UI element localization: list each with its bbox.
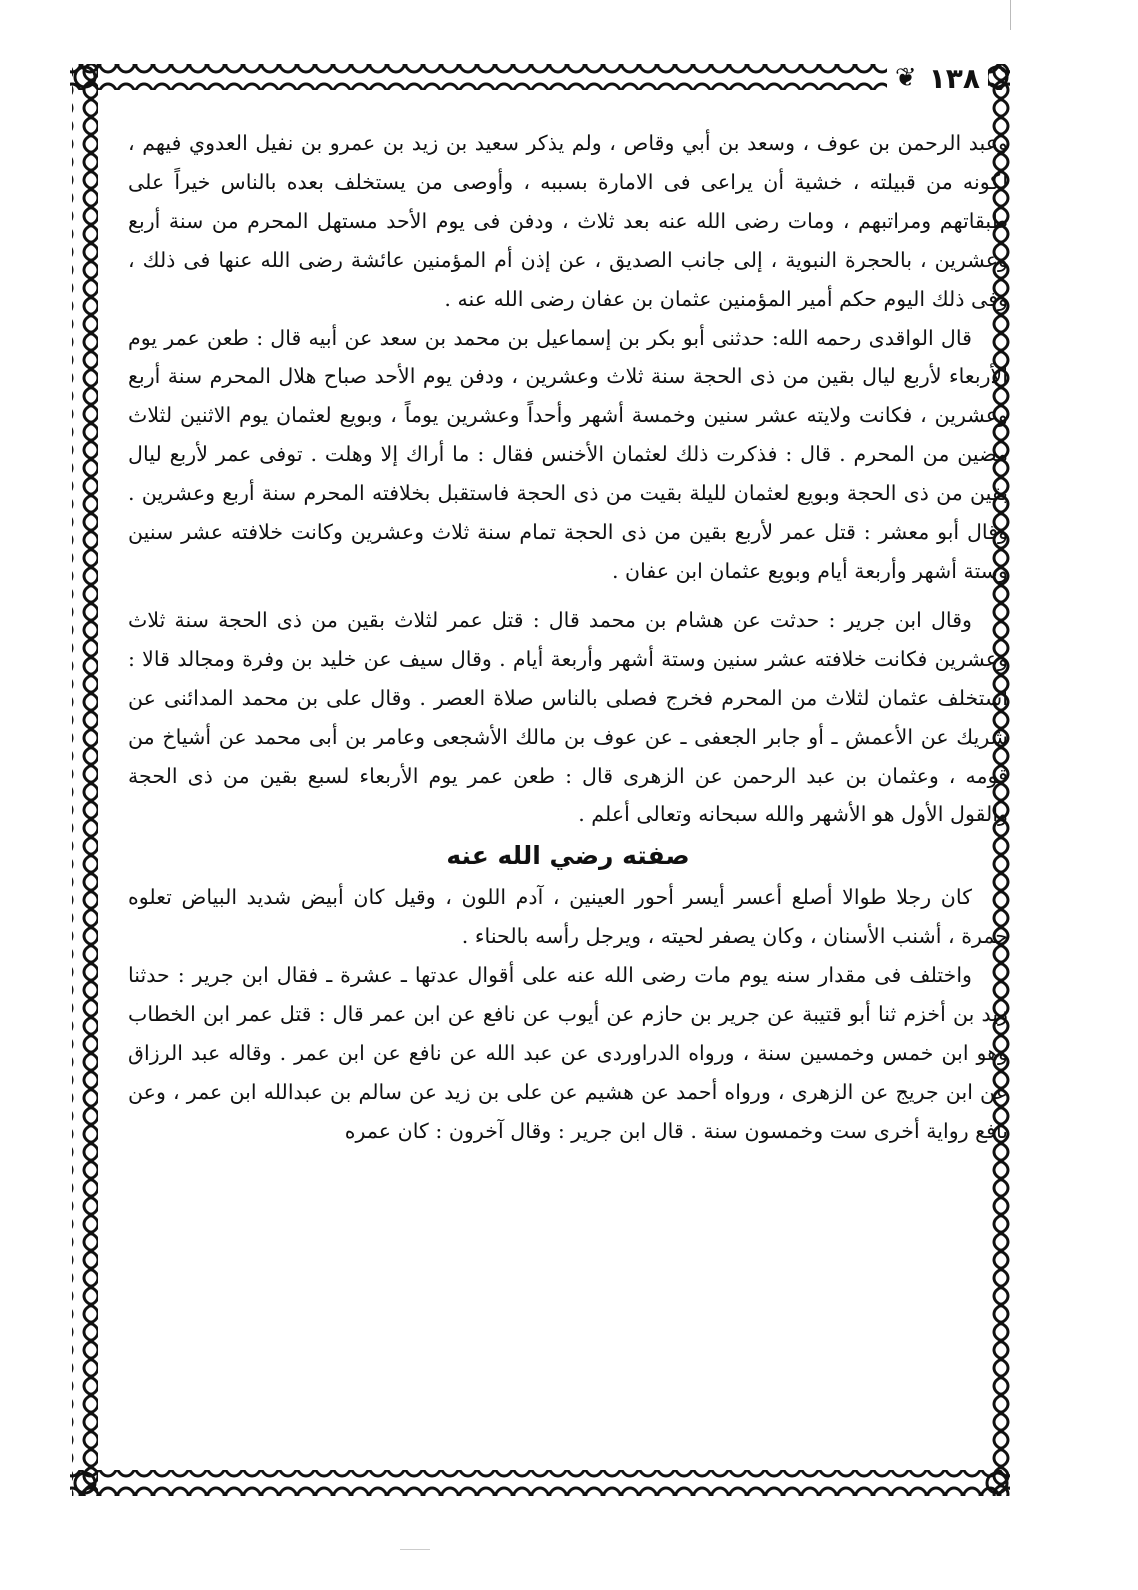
page-header	[887, 58, 988, 98]
paragraph-2: قال الواقدى رحمه الله: حدثنى أبو بكر بن إسماعيل بن محمد بن سعد عن أبيه قال : طعن عمر يوم الأربعاء لأربع ليال بقين من ذى الحجة سنة ثلاث وعشرين ، ودفن يوم الأحد صباح هلال المحرم سنة أربع وعشرين ، فكانت ولايته عشر سنين وخمسة أشهر وأحداً وعشرين يوماً ، وبويع لعثمان يوم الاثنين لثلاث مضين من المحرم . قال : فذكرت ذلك لعثمان الأخنس فقال : ما أراك إلا وهلت . توفى عمر لأربع ليال بقين من ذى الحجة وبويع لعثمان لليلة بقيت من ذى الحجة فاستقبل بخلافته المحرم سنة أربع وعشرين . وقال أبو معشر : قتل عمر لأربع بقين من ذى الحجة تمام سنة ثلاث وعشرين وكانت خلافته عشر سنين وستة أشهر وأربعة أيام وبويع عثمان ابن عفان .	[128, 325, 1008, 583]
section-paragraph-2: واختلف فى مقدار سنه يوم مات رضى الله عنه على أقوال عدتها ـ عشرة ـ فقال ابن جرير : حدثنا زيد بن أخزم ثنا أبو قتيبة عن جرير بن حازم عن أيوب عن نافع عن ابن عمر قال : قتل عمر ابن الخطاب وهو ابن خمس وخمسين سنة ، ورواه الدراوردى عن عبد الله عن نافع عن ابن عمر . وقاله عبد الرزاق عن ابن جريج عن الزهرى ، ورواه أحمد عن هشيم عن على بن زيد عن سالم بن عبدالله ابن عمر ، وعن نافع رواية أخرى ست وخمسون سنة . قال ابن جرير : وقال آخرون : كان عمره	[128, 963, 1008, 1143]
paragraph-1: وعبد الرحمن بن عوف ، وسعد بن أبي وقاص ، ولم يذكر سعيد بن زيد بن عمرو بن نفيل العدوي فيهم ، لكونه من قبيلته ، خشية أن يراعى فى الامارة بسببه ، وأوصى من يستخلف بعده بالناس خيراً على طبقاتهم ومراتبهم ، ومات رضى الله عنه بعد ثلاث ، ودفن فى يوم الأحد مستهل المحرم من سنة أربع وعشرين ، بالحجرة النبوية ، إلى جانب الصديق ، عن إذن أم المؤمنين عائشة رضى الله عنها فى ذلك ، وفى ذلك اليوم حكم أمير المؤمنين عثمان بن عفان رضى الله عنه .	[128, 131, 1008, 311]
scan-foot-mark	[400, 1549, 430, 1550]
section-paragraph-1: كان رجلا طوالا أصلع أعسر أيسر أحور العينين ، آدم اللون ، وقيل كان أبيض شديد البياض تعلوه حمرة ، أشنب الأسنان ، وكان يصفر لحيته ، ويرجل رأسه بالحناء .	[128, 885, 1008, 949]
section-title: صفته رضي الله عنه	[446, 841, 690, 871]
paragraph-3: وقال ابن جرير : حدثت عن هشام بن محمد قال : قتل عمر لثلاث بقين من ذى الحجة سنة ثلاث وعشرين فكانت خلافته عشر سنين وستة أشهر وأربعة أيام . وقال سيف عن خليد بن وفرة ومجالد قالا : استخلف عثمان لثلاث من المحرم فخرج فصلى بالناس صلاة العصر . وقال على بن محمد المدائنى عن شريك عن الأعمش ـ أو جابر الجعفى ـ عن عوف بن مالك الأشجعى وعامر بن أبى محمد عن أشياخ من قومه ، وعثمان بن عبد الرحمن عن الزهرى قال : طعن عمر يوم الأربعاء لسبع بقين من ذى الحجة والقول الأول هو الأشهر والله سبحانه وتعالى أعلم .	[128, 607, 1008, 827]
header-ornament-icon: ❦	[894, 63, 917, 93]
page-body	[128, 124, 1008, 1151]
page-number: ١٣٨	[928, 61, 980, 95]
